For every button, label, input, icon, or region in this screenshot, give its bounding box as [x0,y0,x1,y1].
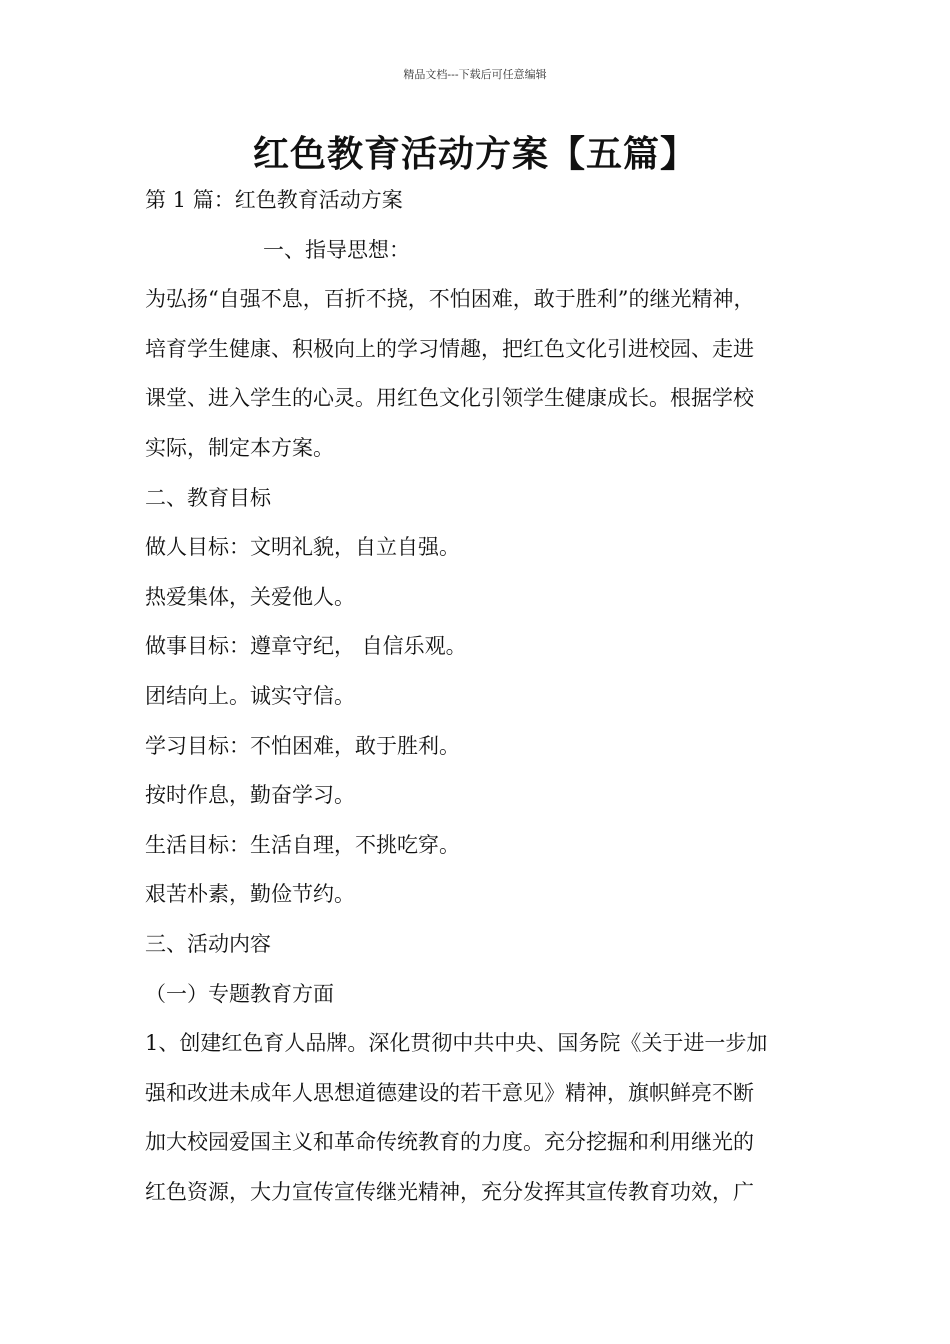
subsection-heading: 一、指导思想： [263,237,410,262]
paragraph-line: 做人目标：文明礼貌，自立自强。 [145,535,460,560]
paragraph-line: 按时作息，勤奋学习。 [145,783,355,808]
paragraph-line: 艰苦朴素，勤俭节约。 [145,882,355,907]
paragraph-line: 红色资源，大力宣传宣传继光精神，充分发挥其宣传教育功效，广 [145,1179,754,1204]
paragraph-line: 强和改进未成年人思想道德建设的若干意见》精神，旗帜鲜亮不断 [145,1080,754,1105]
paragraph-line: 团结向上。诚实守信。 [145,683,355,708]
document-body [145,182,845,1223]
paragraph-line: 实际，制定本方案。 [145,435,334,460]
paragraph-line: 学习目标：不怕困难，敢于胜利。 [145,733,460,758]
page-header: 精品文档---下载后可任意编辑 [403,68,547,81]
paragraph-line: 为弘扬“自强不息，百折不挠，不怕困难，敢于胜利”的继光精神， [145,287,755,312]
subsection-heading: 三、活动内容 [145,931,271,956]
paragraph-line: 热爱集体，关爱他人。 [145,584,355,609]
paragraph-line: 1、创建红色育人品牌。深化贯彻中共中央、国务院《关于进一步加 [145,1031,768,1056]
subsection-heading: （一）专题教育方面 [145,981,334,1006]
paragraph-line: 课堂、进入学生的心灵。用红色文化引领学生健康成长。根据学校 [145,386,754,411]
subsection-heading: 二、教育目标 [145,485,271,510]
paragraph-line: 加大校园爱国主义和革命传统教育的力度。充分挖掘和利用继光的 [145,1130,754,1155]
document-title: 红色教育活动方案【五篇】 [252,134,697,175]
paragraph-line: 生活目标：生活自理，不挑吃穿。 [145,832,460,857]
paragraph-line: 做事目标：遵章守纪， 自信乐观。 [145,634,467,659]
paragraph-line: 培育学生健康、积极向上的学习情趣，把红色文化引进校园、走进 [145,336,754,361]
section-heading: 第 1 篇：红色教育活动方案 [145,188,403,212]
